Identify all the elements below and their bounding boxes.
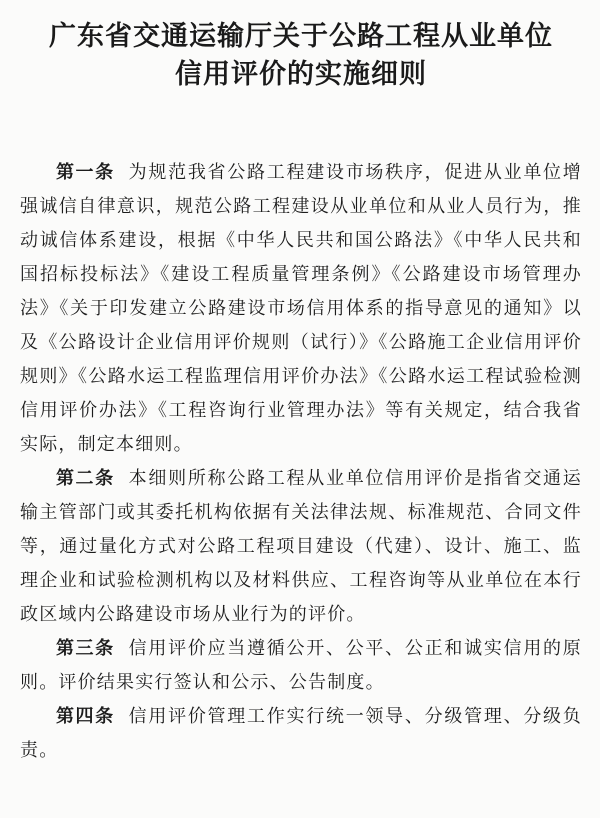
- article-4: [20, 700, 582, 768]
- title-line-2: 信用评价的实施细则: [175, 59, 427, 90]
- article-2-number: 第二条: [56, 468, 115, 489]
- article-1-number: 第一条: [56, 162, 115, 183]
- article-3: [20, 632, 582, 700]
- article-1: [20, 156, 582, 462]
- document-body: [20, 156, 582, 768]
- article-4-number: 第四条: [56, 706, 115, 727]
- document-title: [20, 18, 582, 94]
- title-line-1: 广东省交通运输厅关于公路工程从业单位: [49, 21, 553, 52]
- article-1-text: 为规范我省公路工程建设市场秩序，促进从业单位增强诚信自律意识，规范公路工程建设从业单位和从业人员行为，推动诚信体系建设，根据《中华人民共和国公路法》《中华人民共和国招标投标法》《建设工程质量管理条例》《公路建设市场管理办法》《关于印发建立公路建设市场信用体系的指导意见的通知》以及《公路设计企业信用评价规则（试行）》《公路施工企业信用评价规则》《公路水运工程监理信用评价办法》《公路水运工程试验检测信用评价办法》《工程咨询行业管理办法》等有关规定，结合我省实际，制定本细则。: [20, 162, 582, 455]
- article-4-text: 信用评价管理工作实行统一领导、分级管理、分级负责。: [20, 706, 582, 761]
- article-3-number: 第三条: [56, 638, 115, 659]
- article-2-text: 本细则所称公路工程从业单位信用评价是指省交通运输主管部门或其委托机构依据有关法律法规、标准规范、合同文件等，通过量化方式对公路工程项目建设（代建）、设计、施工、监理企业和试验检测机构以及材料供应、工程咨询等从业单位在本行政区域内公路建设市场从业行为的评价。: [20, 468, 582, 625]
- article-3-text: 信用评价应当遵循公开、公平、公正和诚实信用的原则。评价结果实行签认和公示、公告制度。: [20, 638, 582, 693]
- article-2: [20, 462, 582, 632]
